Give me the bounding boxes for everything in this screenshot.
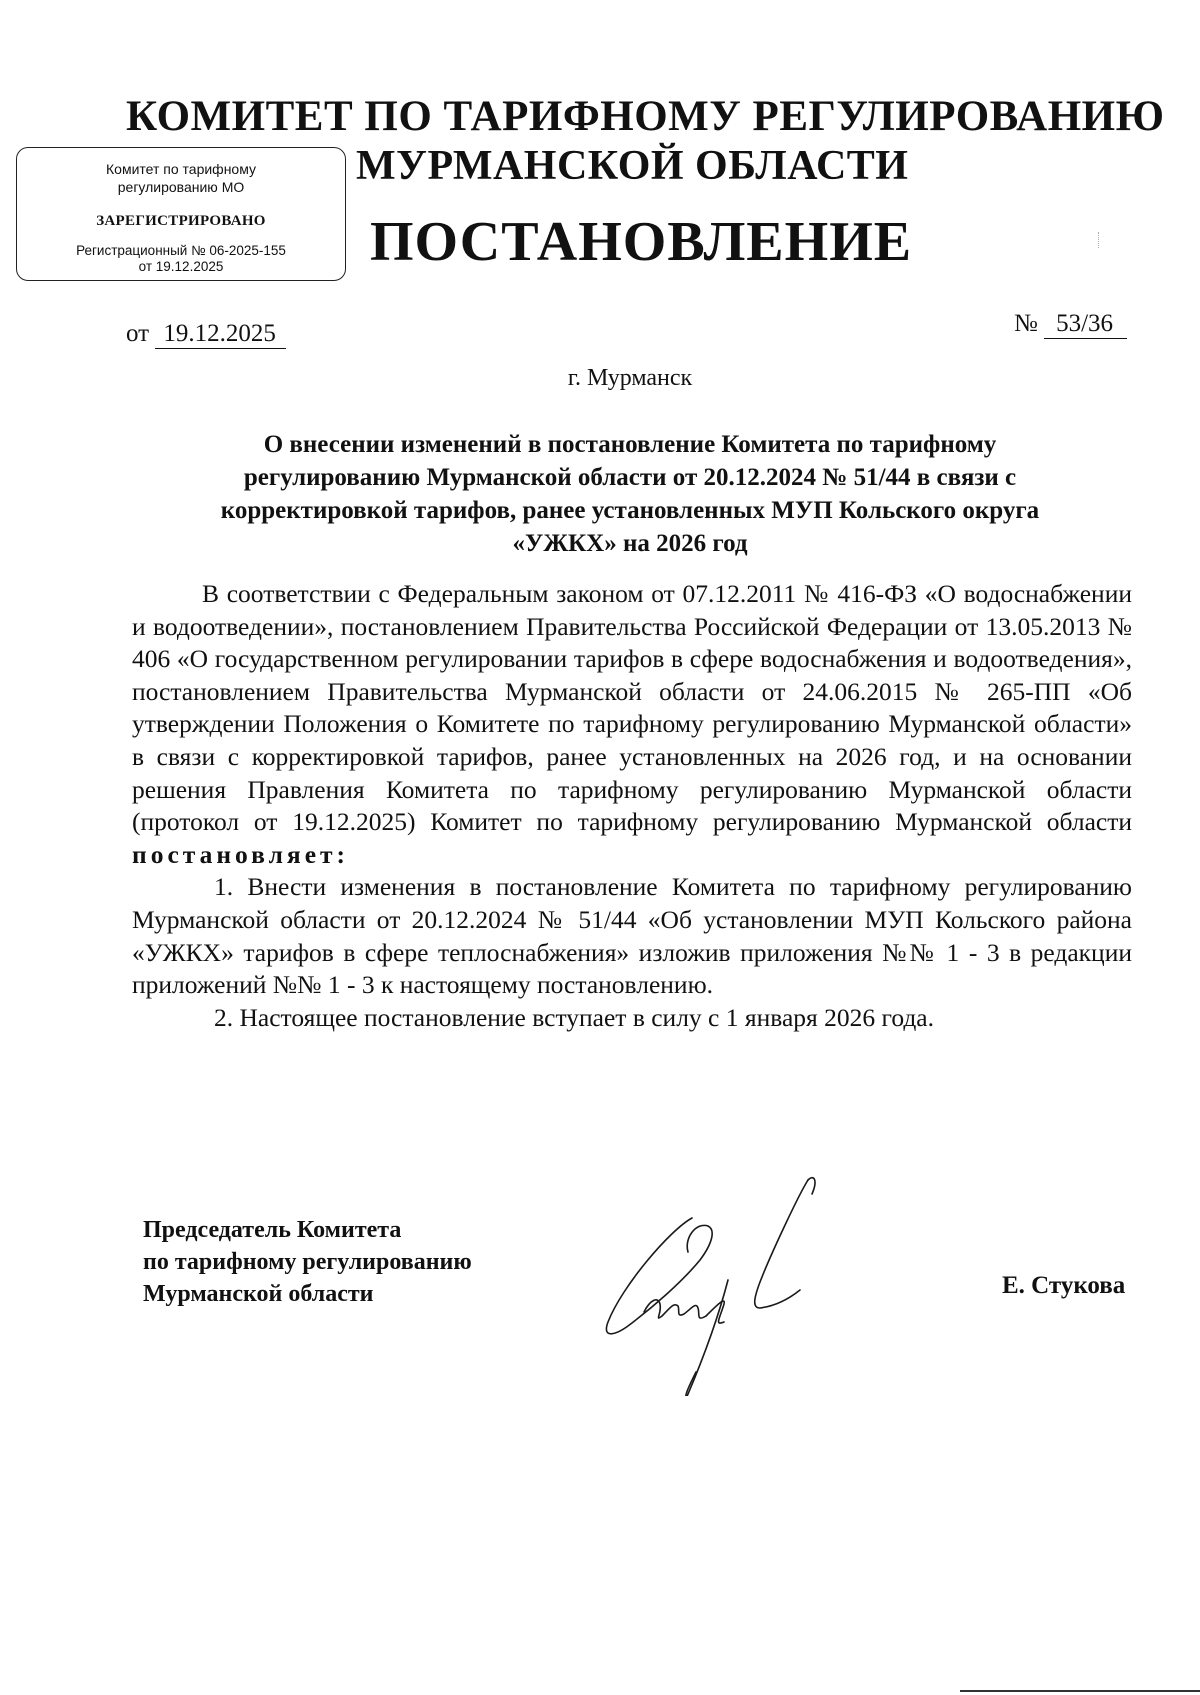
signer-position-line3: Мурманской области xyxy=(143,1281,374,1307)
date-value: 19.12.2025 xyxy=(155,320,286,349)
title-line4: «УЖКХ» на 2026 год xyxy=(512,530,748,557)
stamp-org-line1: Комитет по тарифному xyxy=(106,161,256,177)
org-name-line1: КОМИТЕТ ПО ТАРИФНОМУ РЕГУЛИРОВАНИЮ xyxy=(126,93,1165,140)
registration-stamp xyxy=(16,147,346,281)
date-prefix: от xyxy=(126,320,150,347)
item-2: 2. Настоящее постановление вступает в силу с 1 января 2026 года. xyxy=(214,1002,935,1032)
city: г. Мурманск xyxy=(567,365,693,391)
stamp-registration xyxy=(17,243,345,275)
stamp-reg-date: от 19.12.2025 xyxy=(138,259,224,274)
stamp-status: ЗАРЕГИСТРИРОВАНО xyxy=(96,213,266,229)
item-1: 1. Внести изменения в постановление Комитета по тарифному регулированию Мурманской области от 20.12.2024 № 51/44 «Об установлении МУП Кольского района «УЖКХ» тарифов в сфере теплоснабжения» изложив приложения №№ 1 - 3 в редакции приложений №№ 1 - 3 к настоящему постановлению. xyxy=(132,872,1132,1000)
number-prefix: № xyxy=(1014,310,1038,337)
stamp-org-line2: регулированию МО xyxy=(117,179,245,195)
preamble-text: В соответствии с Федеральным законом от 07.12.2011 № 416-ФЗ «О водоснабжении и водоотведении», постановлением Правительства Российской Федерации от 13.05.2013 № 406 «О государственном регулировании тарифов в сфере водоснабжения и водоотведения», постановлением Правительства Мурманской области от 24.06.2015 № 265-ПП «Об утверждении Положения о Комитете по тарифному регулированию Мурманской области» в связи с корректировкой тарифов, ранее установленных на 2026 год, и на основании решения Правления Комитета по тарифному регулированию Мурманской области (протокол от 19.12.2025) Комитет по тарифному регулированию Мурманской области xyxy=(132,579,1132,837)
preamble-paragraph xyxy=(132,578,1132,871)
document-subject-title xyxy=(140,428,1120,560)
number-value: 53/36 xyxy=(1044,310,1127,339)
handwritten-signature xyxy=(600,1176,840,1396)
scan-artifact xyxy=(1098,232,1102,248)
title-line3: корректировкой тарифов, ранее установленных МУП Кольского округа xyxy=(220,497,1040,524)
stamp-org xyxy=(17,160,345,196)
stamp-reg-number: Регистрационный № 06-2025-155 xyxy=(76,243,286,258)
title-line2: регулированию Мурманской области от 20.12.2024 № 51/44 в связи с xyxy=(243,464,1017,491)
signer-position-line1: Председатель Комитета xyxy=(143,1217,402,1243)
signer-position-line2: по тарифному регулированию xyxy=(143,1249,472,1275)
document-date xyxy=(126,320,286,349)
decree-word: постановляет: xyxy=(132,839,350,869)
org-name-line2: МУРМАНСКОЙ ОБЛАСТИ xyxy=(356,143,909,189)
document-number xyxy=(1014,310,1127,339)
signer-name: Е. Стукова xyxy=(1002,1272,1126,1299)
scan-edge-line xyxy=(960,1690,1200,1692)
signer-position xyxy=(143,1214,472,1310)
document-type-title: ПОСТАНОВЛЕНИЕ xyxy=(370,211,913,273)
document-body xyxy=(132,578,1132,1034)
title-line1: О внесении изменений в постановление Комитета по тарифному xyxy=(263,431,997,458)
